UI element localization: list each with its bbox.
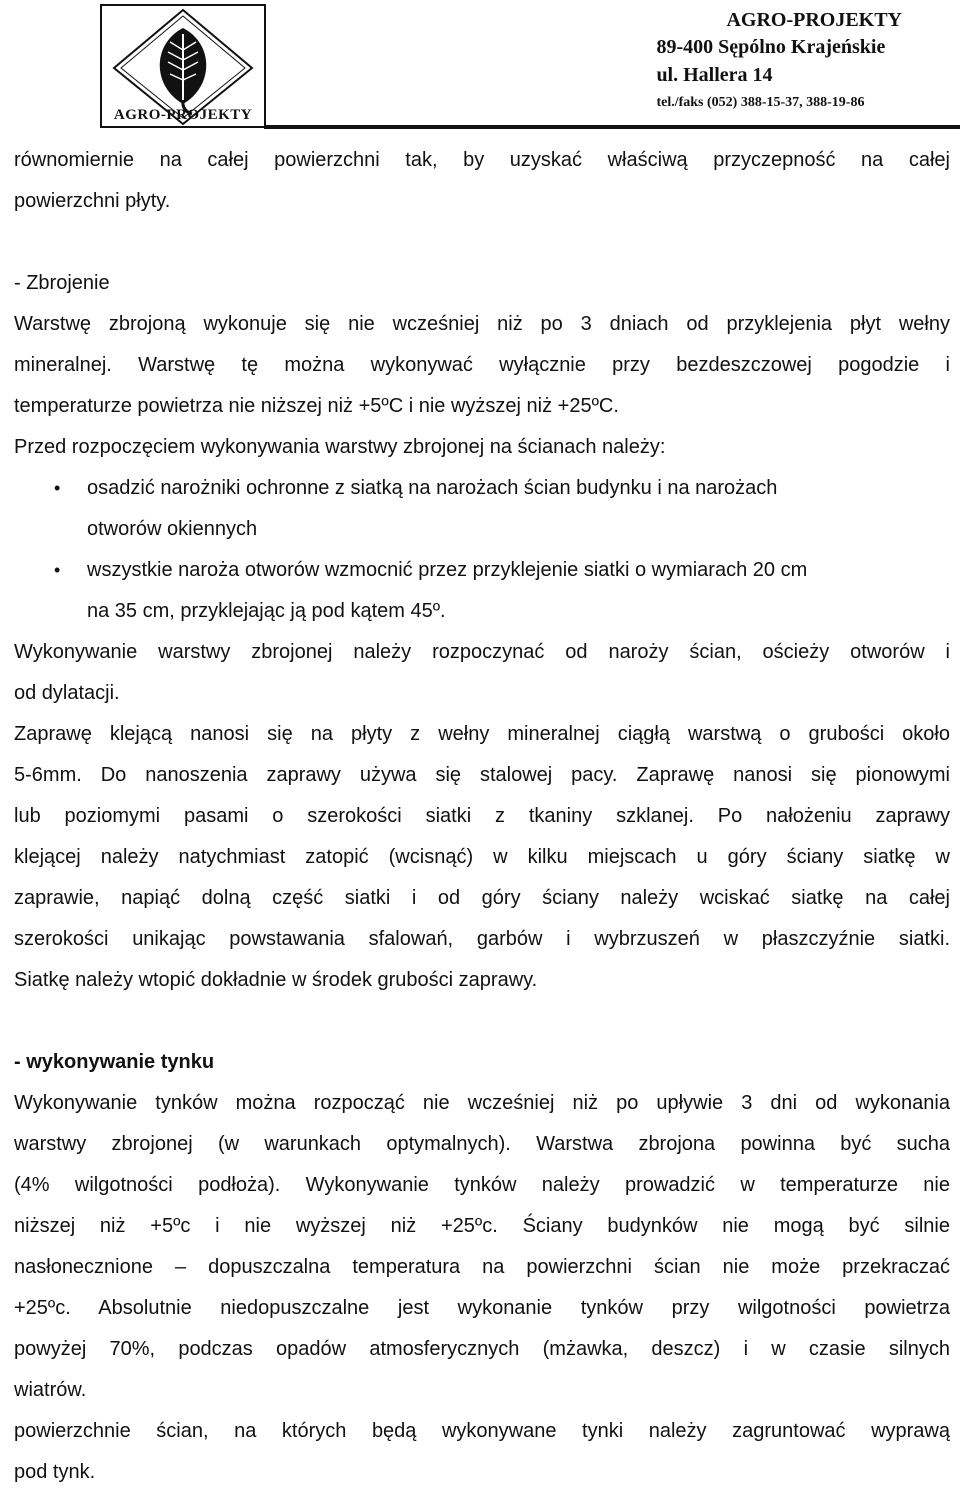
bullet-list — [14, 468, 950, 632]
text-line: pod tynk. — [14, 1461, 96, 1483]
text-line: Wykonywanie warstwy zbrojonej należy rozpoczynać od naroży ścian, ościeży otworów i — [14, 641, 950, 663]
company-info — [656, 8, 902, 116]
section-heading-zbrojenie: - Zbrojenie — [14, 272, 110, 294]
bullet-text: otworów okiennych — [87, 518, 258, 540]
text-line: równomiernie na całej powierzchni tak, by uzyskać właściwą przyczepność na całej — [14, 149, 950, 171]
text-line: powyżej 70%, podczas opadów atmosferycznych (mżawka, deszcz) i w czasie silnych — [14, 1338, 950, 1360]
header-divider — [264, 125, 960, 129]
text-line: szerokości unikając powstawania sfalowań, garbów i wybrzuszeń w płaszczyźnie siatki. — [14, 928, 950, 950]
bullet-text: wszystkie naroża otworów wzmocnić przez przyklejenie siatki o wymiarach 20 cm — [87, 559, 808, 581]
section-heading-tynk: - wykonywanie tynku — [14, 1051, 215, 1073]
company-city: 89-400 Sępólno Krajeńskie — [656, 36, 886, 58]
bullet-text: na 35 cm, przyklejając ją pod kątem 45º. — [87, 600, 446, 622]
document-body — [14, 140, 950, 1493]
page-header — [0, 0, 960, 132]
text-line: powierzchnie ścian, na których będą wykonywane tynki należy zagruntować wyprawą — [14, 1420, 950, 1442]
text-line: warstwy zbrojonej (w warunkach optymalnych). Warstwa zbrojona powinna być sucha — [14, 1133, 950, 1155]
text-line: Wykonywanie tynków można rozpocząć nie wcześniej niż po upływie 3 dni od wykonania — [14, 1092, 950, 1114]
text-line: temperaturze powietrza nie niższej niż +5ºC i nie wyższej niż +25ºC. — [14, 395, 619, 417]
logo-text: AGRO-PROJEKTY — [113, 107, 253, 123]
text-line: Warstwę zbrojoną wykonuje się nie wcześniej niż po 3 dniach od przyklejenia płyt wełny — [14, 313, 950, 335]
list-item — [14, 550, 950, 632]
spacer — [14, 222, 950, 263]
company-name: AGRO-PROJEKTY — [726, 9, 902, 31]
list-item — [14, 468, 950, 550]
company-phone: tel./faks (052) 388-15-37, 388-19-86 — [656, 95, 865, 110]
text-line: niższej niż +5ºc i nie wyższej niż +25ºc. Ściany budynków nie mogą być silnie — [14, 1215, 950, 1237]
text-line: powierzchni płyty. — [14, 190, 171, 212]
text-line: zaprawie, napiąć dolną część siatki i od góry ściany należy wciskać siatkę na całej — [14, 887, 950, 909]
text-line: wiatrów. — [14, 1379, 87, 1401]
text-line: Zaprawę klejącą nanosi się na płyty z wełny mineralnej ciągłą warstwą o grubości około — [14, 723, 950, 745]
spacer — [14, 1001, 950, 1042]
text-line: 5-6mm. Do nanoszenia zaprawy używa się stalowej pacy. Zaprawę nanosi się pionowymi — [14, 764, 950, 786]
text-line: Siatkę należy wtopić dokładnie w środek grubości zaprawy. — [14, 969, 538, 991]
bullet-text: osadzić narożniki ochronne z siatką na narożach ścian budynku i na narożach — [87, 477, 778, 499]
text-line: nasłonecznione – dopuszczalna temperatura na powierzchni ścian nie może przekraczać — [14, 1256, 950, 1278]
company-street: ul. Hallera 14 — [656, 64, 773, 86]
text-line: od dylatacji. — [14, 682, 120, 704]
text-line: +25ºc. Absolutnie niedopuszczalne jest wykonanie tynków przy wilgotności powietrza — [14, 1297, 950, 1319]
company-logo — [100, 4, 266, 128]
text-line: Przed rozpoczęciem wykonywania warstwy zbrojonej na ścianach należy: — [14, 436, 666, 458]
text-line: mineralnej. Warstwę tę można wykonywać wyłącznie przy bezdeszczowej pogodzie i — [14, 354, 950, 376]
text-line: lub poziomymi pasami o szerokości siatki z tkaniny szklanej. Po nałożeniu zaprawy — [14, 805, 950, 827]
text-line: (4% wilgotności podłoża). Wykonywanie tynków należy prowadzić w temperaturze nie — [14, 1174, 950, 1196]
text-line: klejącej należy natychmiast zatopić (wcisnąć) w kilku miejscach u góry ściany siatkę w — [14, 846, 950, 868]
